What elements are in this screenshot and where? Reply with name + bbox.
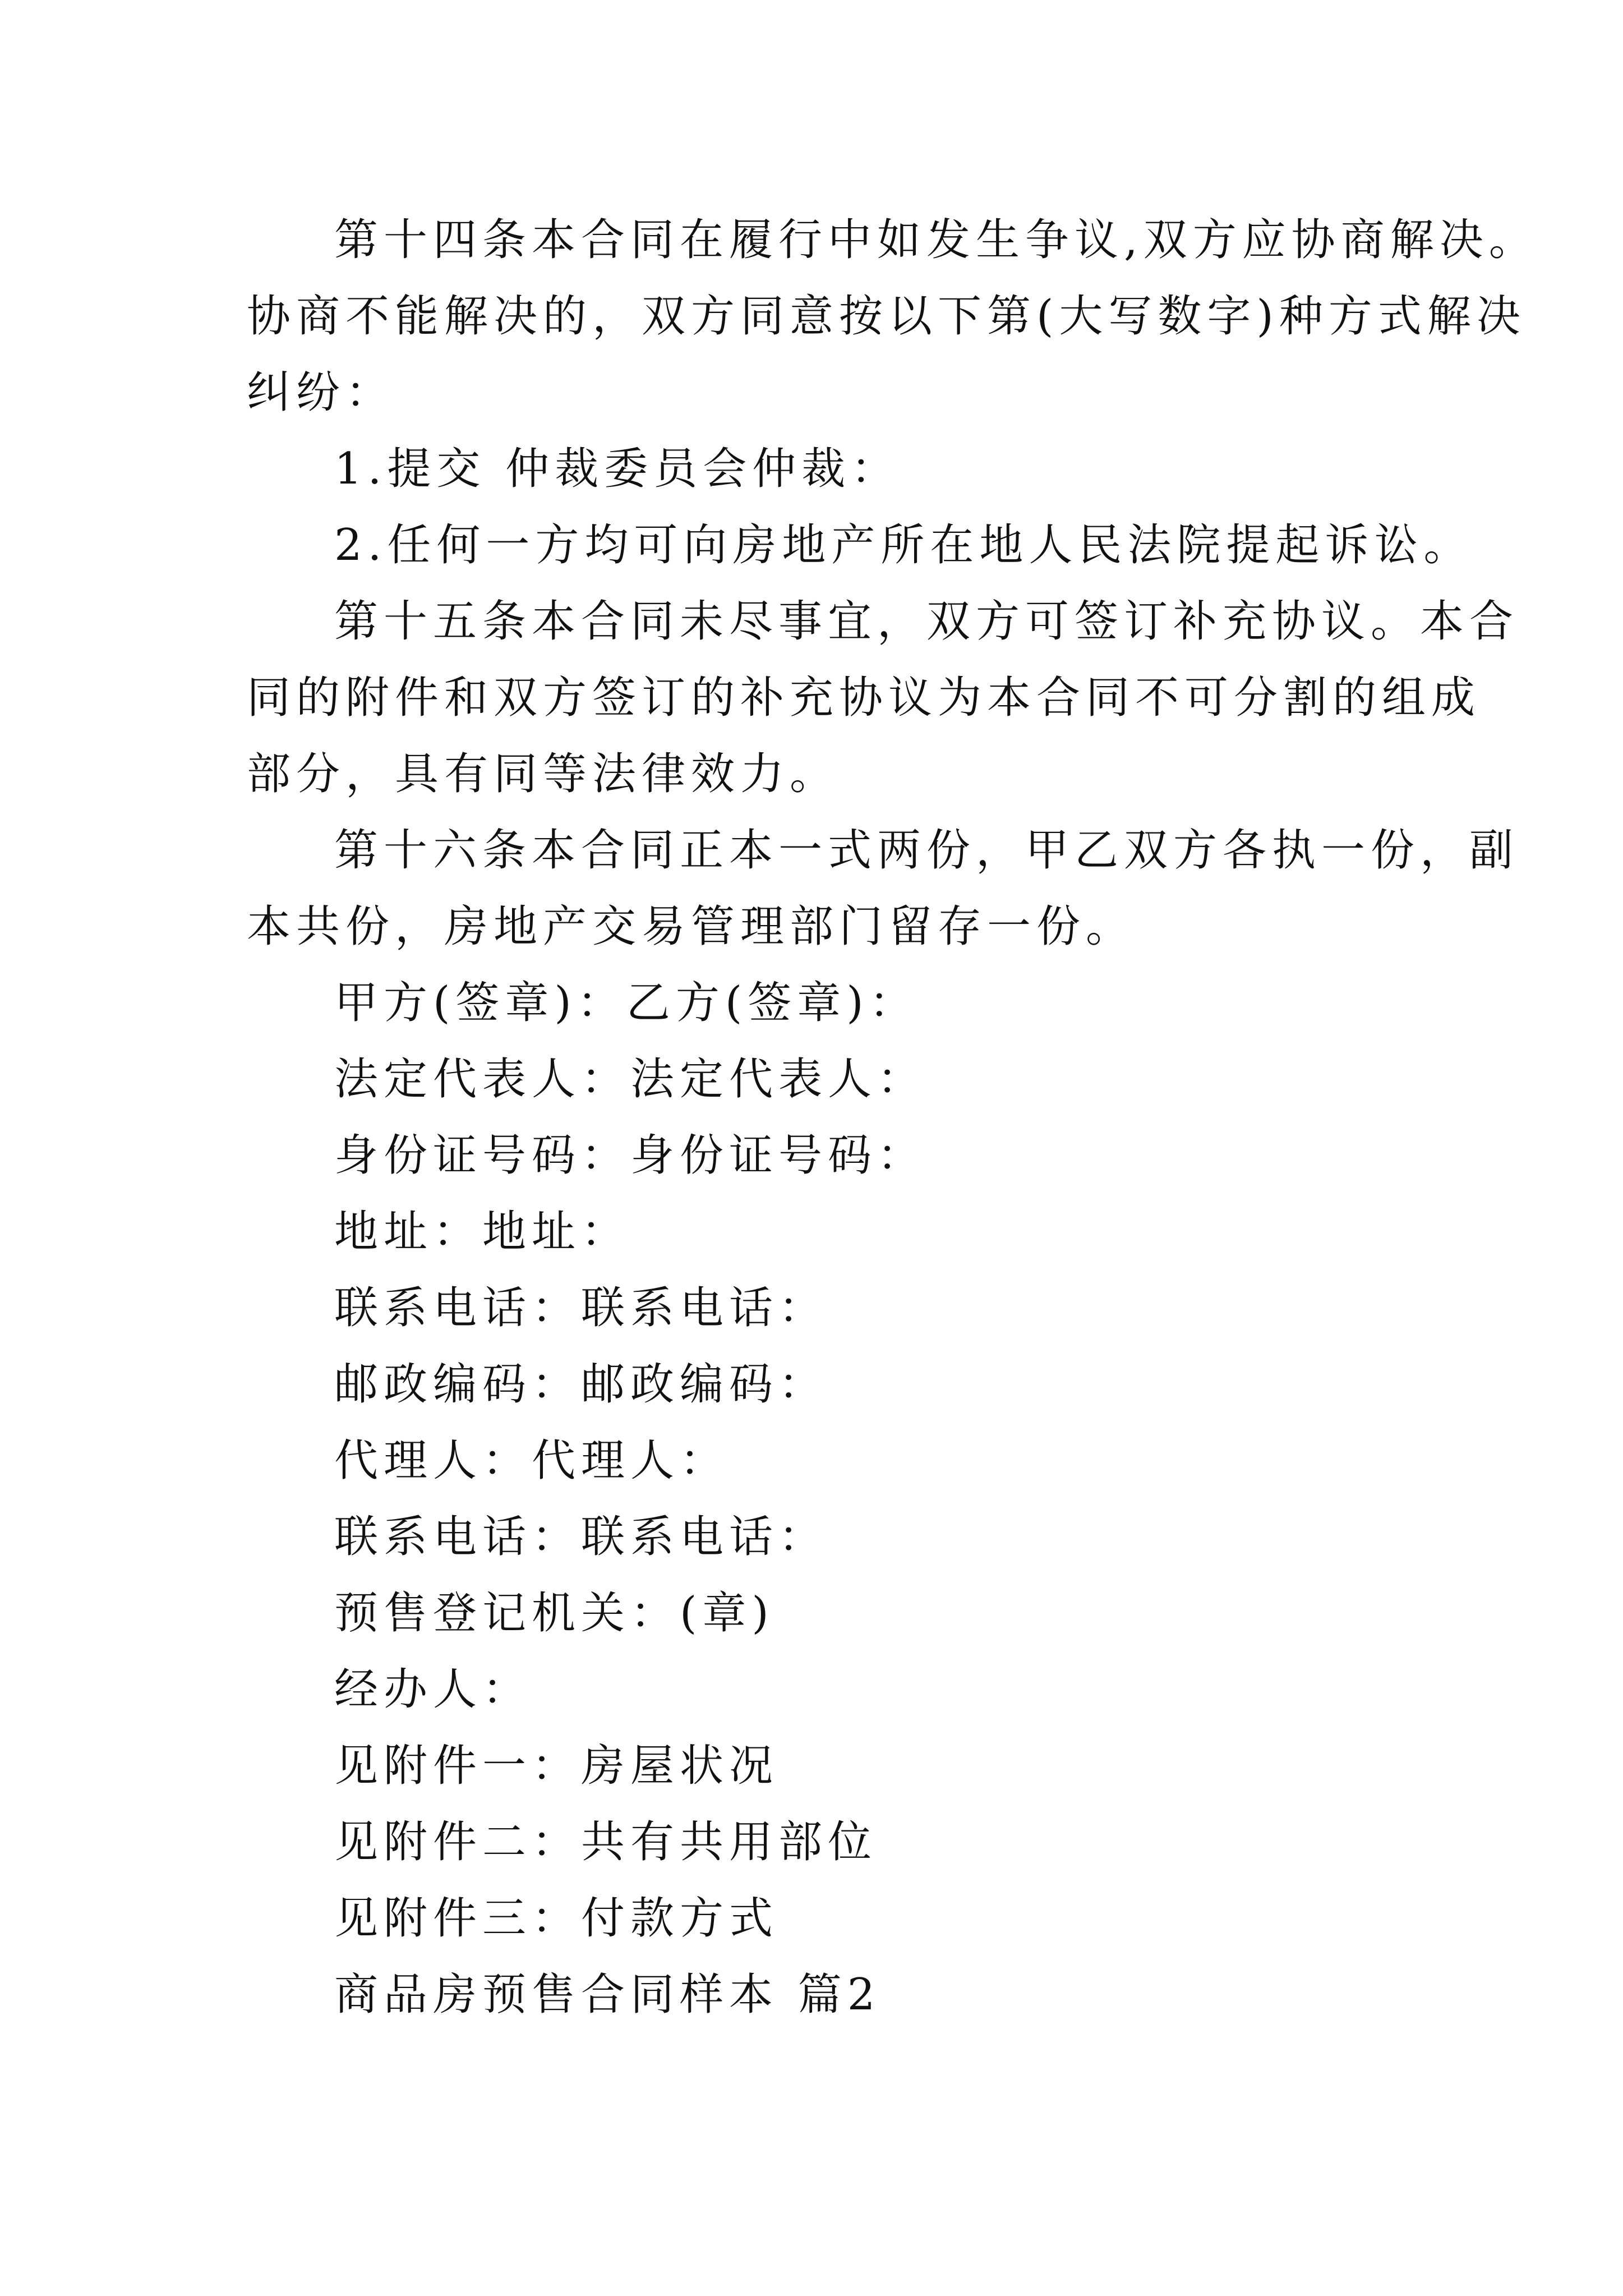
attachment-line: 见附件三：付款方式 bbox=[334, 1893, 779, 1944]
clause-15-line-3: 部分，具有同等法律效力。 bbox=[247, 749, 840, 799]
attachment-line: 见附件二：共有共用部位 bbox=[334, 1817, 878, 1867]
clause-14 bbox=[247, 202, 1538, 431]
clause-14-line-2: 协商不能解决的，双方同意按以下第(大写数字)种方式解决 bbox=[247, 291, 1526, 342]
option-2: 2.任何一方均可向房地产所在地人民法院提起诉讼。 bbox=[334, 520, 1473, 570]
signature-line: 联系电话：联系电话： bbox=[334, 1283, 828, 1333]
clause-14-line-1: 第十四条本合同在履行中如发生争议,双方应协商解决。 bbox=[334, 215, 1538, 265]
signature-line: 代理人：代理人： bbox=[334, 1435, 730, 1486]
clause-14-line-3: 纠纷： bbox=[247, 367, 395, 418]
signature-line: 地址：地址： bbox=[334, 1207, 631, 1257]
clause-16-line-2: 本共份，房地产交易管理部门留存一份。 bbox=[247, 901, 1136, 952]
signature-line: 法定代表人：法定代表人： bbox=[334, 1054, 927, 1105]
clause-16 bbox=[247, 812, 1519, 965]
option-1: 1.提交 仲裁委员会仲裁： bbox=[334, 444, 901, 494]
clause-15 bbox=[247, 583, 1519, 812]
clause-15-line-2: 同的附件和双方签订的补充协议为本合同不可分割的组成 bbox=[247, 673, 1481, 723]
attachment-line: 见附件一：房屋状况 bbox=[334, 1741, 779, 1791]
signature-line: 经办人： bbox=[334, 1664, 532, 1715]
signature-line: 甲方(签章)：乙方(签章)： bbox=[334, 978, 919, 1028]
signature-line: 邮政编码：邮政编码： bbox=[334, 1359, 828, 1410]
signature-line: 联系电话：联系电话： bbox=[334, 1512, 828, 1562]
signature-line: 身份证号码：身份证号码： bbox=[334, 1130, 927, 1181]
next-section-heading: 商品房预售合同样本 篇2 bbox=[334, 1970, 881, 2020]
signature-block bbox=[247, 965, 1447, 2033]
clause-15-line-1: 第十五条本合同未尽事宜，双方可签订补充协议。本合 bbox=[334, 596, 1519, 647]
clause-16-line-1: 第十六条本合同正本一式两份，甲乙双方各执一份，副 bbox=[334, 825, 1519, 876]
document-body bbox=[247, 202, 1538, 2033]
signature-line: 预售登记机关：(章) bbox=[334, 1588, 774, 1639]
